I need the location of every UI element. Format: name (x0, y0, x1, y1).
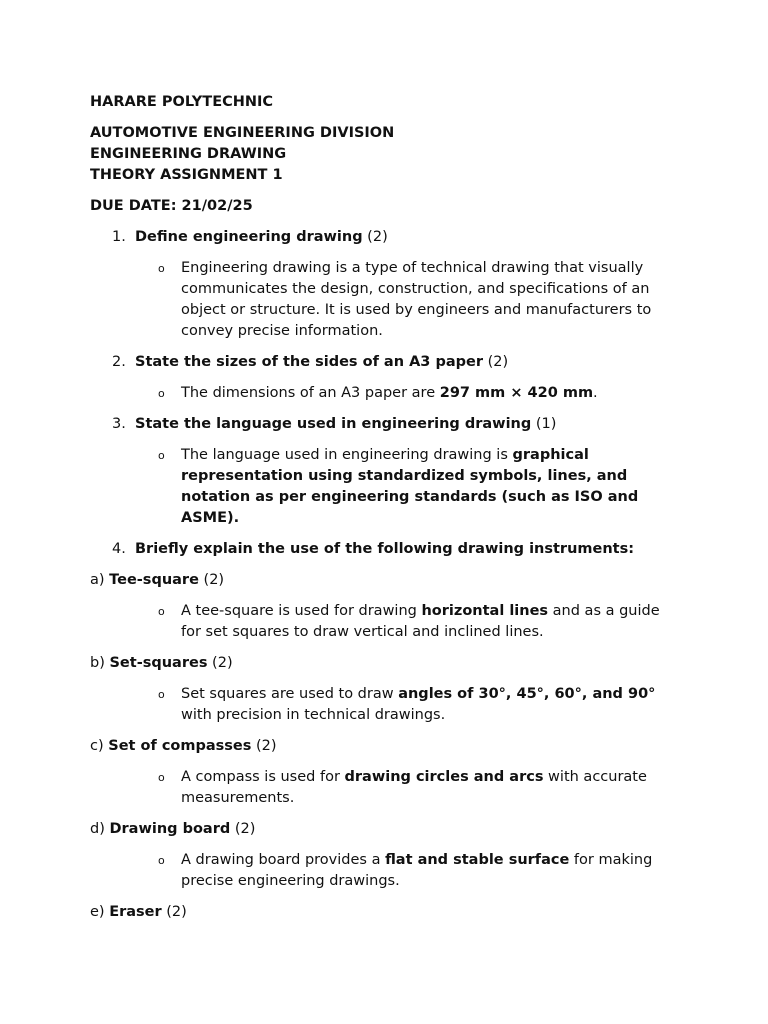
answer-text-end: and as a guide for set squares to draw vertical and inclined lines. (181, 603, 660, 640)
question-number: 2. (112, 354, 126, 370)
instrument-letter: b) (90, 655, 110, 671)
question-title: State the sizes of the sides of an A3 paper (135, 354, 483, 370)
due-date-block (90, 196, 690, 217)
instrument-marks: (2) (198, 572, 225, 588)
instrument-name: Set of compasses (108, 738, 252, 754)
answer-emphasis: horizontal lines (421, 603, 549, 619)
instrument-marks: (2) (207, 655, 233, 671)
answer-emphasis: flat and stable surface (385, 852, 570, 868)
answer-3 (90, 445, 681, 529)
question-title: Define engineering drawing (135, 229, 363, 245)
instrument-eraser (90, 902, 690, 923)
instrument-tee-square (90, 570, 690, 591)
answer-text-end: with accurate measurements. (181, 769, 647, 806)
instrument-drawing-board (90, 819, 690, 840)
instrument-compasses (90, 736, 690, 757)
course-info (90, 123, 690, 186)
answer-text: A compass is used for (181, 769, 345, 785)
bullet-marker: o (158, 449, 165, 462)
course-name: ENGINEERING DRAWING (90, 146, 287, 162)
answer-text: A tee-square is used for drawing (181, 603, 422, 619)
instrument-letter: e) (90, 904, 110, 920)
instrument-letter: d) (90, 821, 110, 837)
answer-text: Set squares are used to draw (181, 686, 399, 702)
due-date: DUE DATE: 21/02/25 (90, 198, 253, 214)
bullet-marker: o (158, 262, 165, 275)
question-number: 4. (112, 541, 126, 557)
question-4 (90, 539, 690, 560)
answer-drawing-board (90, 850, 681, 892)
answer-emphasis: 297 mm × 420 mm (439, 385, 594, 401)
answer-set-squares (90, 684, 681, 726)
question-marks: (2) (482, 354, 509, 370)
instrument-name: Drawing board (109, 821, 231, 837)
instrument-letter: a) (90, 572, 110, 588)
question-marks: (2) (362, 229, 388, 245)
institution-name: HARARE POLYTECHNIC (90, 94, 274, 110)
question-3 (90, 414, 690, 435)
bullet-marker: o (158, 854, 165, 867)
answer-text: A drawing board provides a (181, 852, 386, 868)
question-title: Briefly explain the use of the following drawing instruments: (135, 541, 635, 557)
answer-emphasis: drawing circles and arcs (344, 769, 544, 785)
division-name: AUTOMOTIVE ENGINEERING DIVISION (90, 125, 395, 141)
assignment-title: THEORY ASSIGNMENT 1 (90, 167, 283, 183)
question-number: 3. (112, 416, 126, 432)
instrument-letter: c) (90, 738, 109, 754)
instrument-name: Tee-square (109, 572, 199, 588)
answer-text-end: with precision in technical drawings. (181, 707, 446, 723)
answer-compasses (90, 767, 681, 809)
instrument-marks: (2) (251, 738, 277, 754)
answer-2 (90, 383, 681, 404)
answer-text-end: . (593, 385, 598, 401)
instrument-set-squares (90, 653, 690, 674)
question-1 (90, 227, 690, 248)
answer-text: Engineering drawing is a type of technical drawing that visually communicates the design, construction, and specifications of an object or structure. It is used by engineers and manufacturers to convey precise information. (181, 260, 652, 339)
answer-emphasis: angles of 30°, 45°, 60°, and 90° (398, 686, 656, 702)
answer-tee-square (90, 601, 681, 643)
bullet-marker: o (158, 688, 165, 701)
answer-text: The language used in engineering drawing is (181, 447, 513, 463)
answer-emphasis: graphical representation using standardized symbols, lines, and notation as per engineering standards (such as ISO and ASME). (181, 447, 639, 526)
question-marks: (1) (531, 416, 557, 432)
instrument-name: Eraser (109, 904, 162, 920)
document-header (90, 92, 690, 113)
answer-text-end: for making precise engineering drawings. (181, 852, 653, 889)
bullet-marker: o (158, 771, 165, 784)
answer-1 (90, 258, 681, 342)
answer-text: The dimensions of an A3 paper are (181, 385, 440, 401)
document-page (90, 92, 690, 933)
bullet-marker: o (158, 387, 165, 400)
question-title: State the language used in engineering drawing (135, 416, 532, 432)
question-number: 1. (112, 229, 126, 245)
instrument-name: Set-squares (109, 655, 208, 671)
instrument-marks: (2) (230, 821, 256, 837)
bullet-marker: o (158, 605, 165, 618)
question-2 (90, 352, 690, 373)
instrument-marks: (2) (161, 904, 187, 920)
